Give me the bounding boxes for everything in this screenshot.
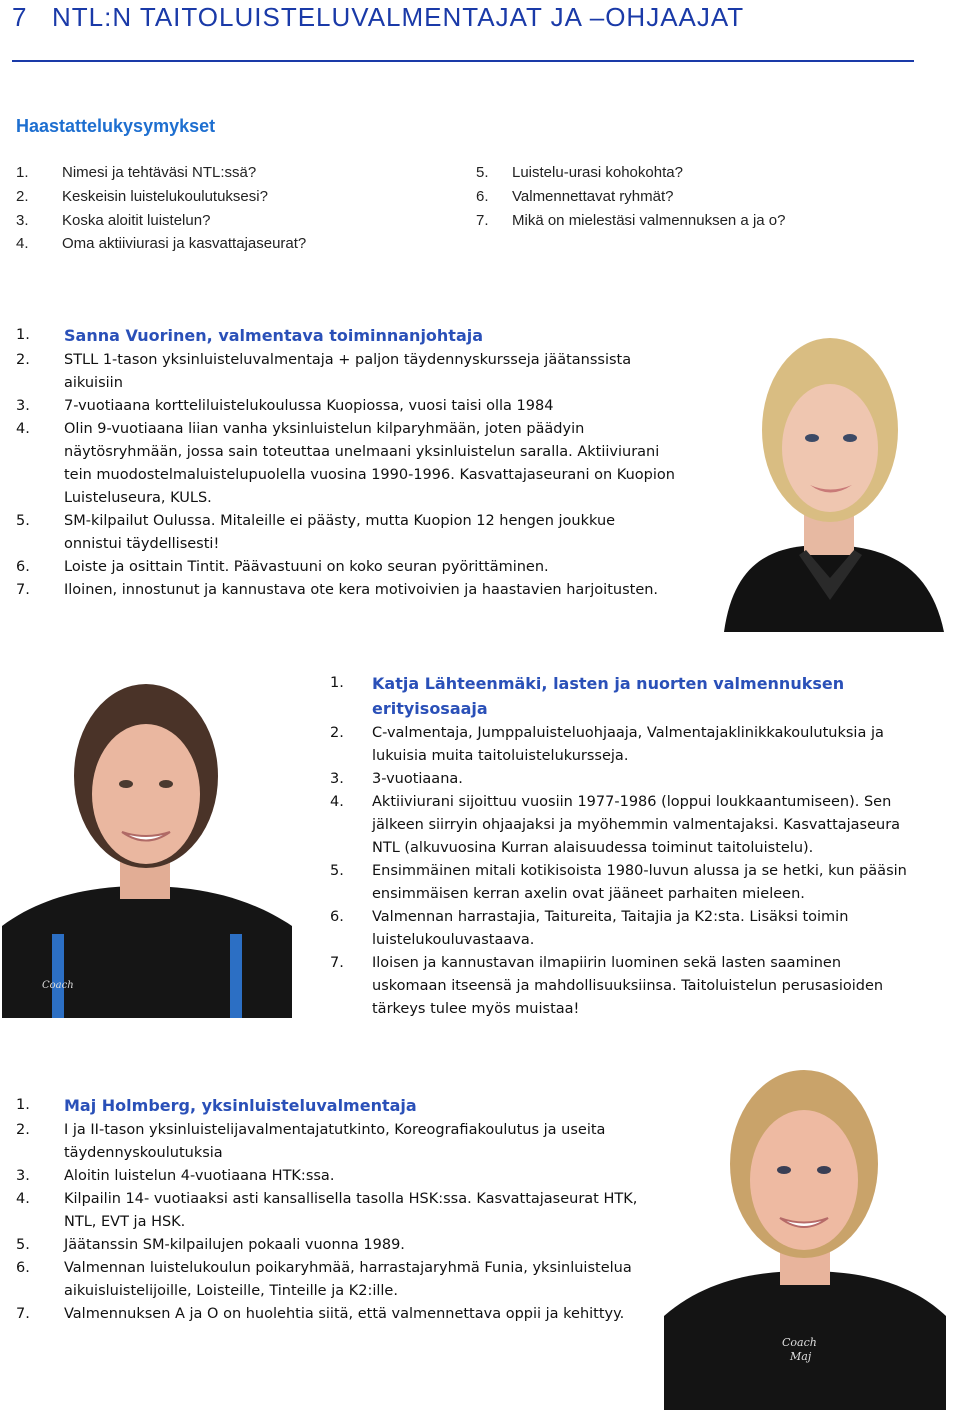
chapter-title: NTL:N TAITOLUISTELUVALMENTAJAT JA –OHJAAJAT [52, 2, 745, 32]
photo-sanna [704, 310, 956, 632]
answer-3: 3. 3-vuotiaana. [330, 771, 463, 787]
answer-3: 3. 7-vuotiaana kortteliluistelukoulussa Kuopiossa, vuosi taisi olla 1984 [16, 398, 554, 414]
answer-5: 5. SM-kilpailut Oulussa. Mitaleille ei päästy, mutta Kuopion 12 hengen joukkue onnistui täydellisesti! [16, 513, 616, 552]
coach-sanna: 1. Sanna Vuorinen, valmentava toiminnanjohtaja 2. STLL 1-tason yksinluisteluvalmentaja + paljon täydennyskursseja jäätanssista aikuisiin 3. 7-vuotiaana kortteliluistelukoulussa Kuopiossa, vuosi taisi olla 1984 4. Olin 9-vuotiaana liian vanha yksinluistelun kilparyhmään, joten päädyin näytösryhmään, jossa sain toteuttaa unelmaani yksinluistelun saralla. Aktiiviurani tein muodostelmaluistelupuolella vuosina 1990-1996. Kasvattajaseurani on Kuopion Luisteluseura, KULS. 5. SM-kilpailut Oulussa. Mitaleille ei päästy, mutta Kuopion 12 hengen joukkue onnistui täydellisesti! 6. Loiste ja osittain Tintit. Päävastuuni on koko seuran pyörittäminen. 7. Iloinen, innostunut ja kannustava ote kera motivoivien ja haastavien harjoitusten. [16, 324, 676, 602]
coach-name: Katja Lähteenmäki, lasten ja nuorten valmennuksen erityisosaaja [372, 674, 845, 718]
interview-questions-heading: Haastattelukysymykset [16, 116, 216, 136]
question-6: 6. Valmennettavat ryhmät? [476, 188, 674, 205]
coach-katja: 1. Katja Lähteenmäki, lasten ja nuorten valmennuksen erityisosaaja 2. C-valmentaja, Jumppaluisteluohjaaja, Valmentajaklinikkakoulutuksia ja lukuisia muita taitoluistelukursseja. 3. 3-vuotiaana. 4. Aktiiviurani sijoittuu vuosiin 1977-1986 (loppui loukkaantumiseen). Sen jälkeen siirryin ohjaajaksi ja myöhemmin valmentajaksi. Kasvattajaseura NTL (alkuvuosina Kurran alaisuudessa toiminut taitoluistelu). 5. Ensimmäinen mitali kotikisoista 1980-luvun alussa ja se hetki, kun pääsin ensimmäisen kerran axelin ovat jääneet parhaiten mieleen. 6. Valmennan harrastajia, Taitureita, Taitajia ja K2:sta. Lisäksi toimin luistelukouluvastaava. 7. Iloisen ja kannustavan ilmapiirin luominen sekä lasten saaminen uskomaan itseensä ja mahdollisuuksiinsa. Taitoluistelun perusasioiden tärkeys tulee myös muistaa! [330, 672, 920, 1021]
answer-5: 5. Ensimmäinen mitali kotikisoista 1980-luvun alussa ja se hetki, kun pääsin ensimmäisen kerran axelin ovat jääneet parhaiten mieleen. [330, 863, 907, 902]
coach-maj: 1. Maj Holmberg, yksinluisteluvalmentaja 2. I ja II-tason yksinluistelijavalmentajatutkinto, Koreografiakoulutus ja useita täydennyskoulutuksia 3. Aloitin luistelun 4-vuotiaana HTK:ssa. 4. Kilpailin 14- vuotiaaksi asti kansallisella tasolla HSK:ssa. Kasvattajaseurat HTK, NTL, EVT ja HSK. 5. Jäätanssin SM-kilpailujen pokaali vuonna 1989. 6. Valmennan luistelukoulun poikaryhmää, harrastajaryhmä Funia, yksinluistelua aikuisluistelijoille, Loisteille, Tinteille ja K2:ille. 7. Valmennuksen A ja O on huolehtia siitä, että valmennettava oppii ja kehittyy. [16, 1094, 646, 1326]
title-underline [12, 60, 914, 62]
question-3: 3. Koska aloitit luistelun? [16, 212, 211, 229]
answer-4: 4. Aktiiviurani sijoittuu vuosiin 1977-1986 (loppui loukkaantumiseen). Sen jälkeen siirryin ohjaajaksi ja myöhemmin valmentajaksi. Kasvattajaseura NTL (alkuvuosina Kurran alaisuudessa toiminut taitoluistelu). [330, 794, 901, 856]
svg-text:Coach: Coach [782, 1336, 817, 1349]
answer-3: 3. Aloitin luistelun 4-vuotiaana HTK:ssa. [16, 1168, 335, 1184]
answer-7: 7. Iloisen ja kannustavan ilmapiirin luominen sekä lasten saaminen uskomaan itseensä ja mahdollisuuksiinsa. Taitoluistelun perusasioiden tärkeys tulee myös muistaa! [330, 955, 884, 1017]
coach-name: Sanna Vuorinen, valmentava toiminnanjohtaja [64, 326, 484, 345]
answer-4: 4. Kilpailin 14- vuotiaaksi asti kansallisella tasolla HSK:ssa. Kasvattajaseurat HTK, NTL, EVT ja HSK. [16, 1191, 638, 1230]
answer-2: 2. STLL 1-tason yksinluisteluvalmentaja + paljon täydennyskursseja jäätanssista aikuisiin [16, 352, 632, 391]
answer-6: 6. Loiste ja osittain Tintit. Päävastuuni on koko seuran pyörittäminen. [16, 559, 549, 575]
coach-name: Maj Holmberg, yksinluisteluvalmentaja [64, 1096, 417, 1115]
answer-2: 2. I ja II-tason yksinluistelijavalmentajatutkinto, Koreografiakoulutus ja useita täydennyskoulutuksia [16, 1122, 606, 1161]
answer-2: 2. C-valmentaja, Jumppaluisteluohjaaja, Valmentajaklinikkakoulutuksia ja lukuisia muita taitoluistelukursseja. [330, 725, 884, 764]
answer-7: 7. Iloinen, innostunut ja kannustava ote kera motivoivien ja haastavien harjoitusten. [16, 582, 659, 598]
svg-text:Coach: Coach [42, 980, 74, 991]
photo-maj [664, 1046, 946, 1410]
question-4: 4. Oma aktiiviurasi ja kasvattajaseurat? [16, 235, 307, 252]
answer-7: 7. Valmennuksen A ja O on huolehtia siitä, että valmennettava oppii ja kehittyy. [16, 1306, 625, 1322]
chapter-number: 7 [12, 2, 28, 32]
question-5: 5. Luistelu-urasi kohokohta? [476, 164, 683, 181]
page-title [12, 2, 744, 33]
question-2: 2. Keskeisin luistelukoulutuksesi? [16, 188, 268, 205]
photo-katja [2, 664, 292, 1018]
question-1: 1. Nimesi ja tehtäväsi NTL:ssä? [16, 164, 257, 181]
answer-6: 6. Valmennan harrastajia, Taitureita, Taitajia ja K2:sta. Lisäksi toimin luistelukouluvastaava. [330, 909, 849, 948]
svg-text:Maj: Maj [790, 1350, 812, 1363]
answer-5: 5. Jäätanssin SM-kilpailujen pokaali vuonna 1989. [16, 1237, 405, 1253]
answer-6: 6. Valmennan luistelukoulun poikaryhmää, harrastajaryhmä Funia, yksinluistelua aikuisluistelijoille, Loisteille, Tinteille ja K2:ille. [16, 1260, 632, 1299]
answer-4: 4. Olin 9-vuotiaana liian vanha yksinluistelun kilparyhmään, joten päädyin näytösryhmään, jossa sain toteuttaa unelmaani yksinluistelun saralla. Aktiiviurani tein muodostelmaluistelupuolella vuosina 1990-1996. Kasvattajaseurani on Kuopion Luisteluseura, KULS. [16, 421, 675, 506]
question-7: 7. Mikä on mielestäsi valmennuksen a ja o? [476, 212, 786, 229]
